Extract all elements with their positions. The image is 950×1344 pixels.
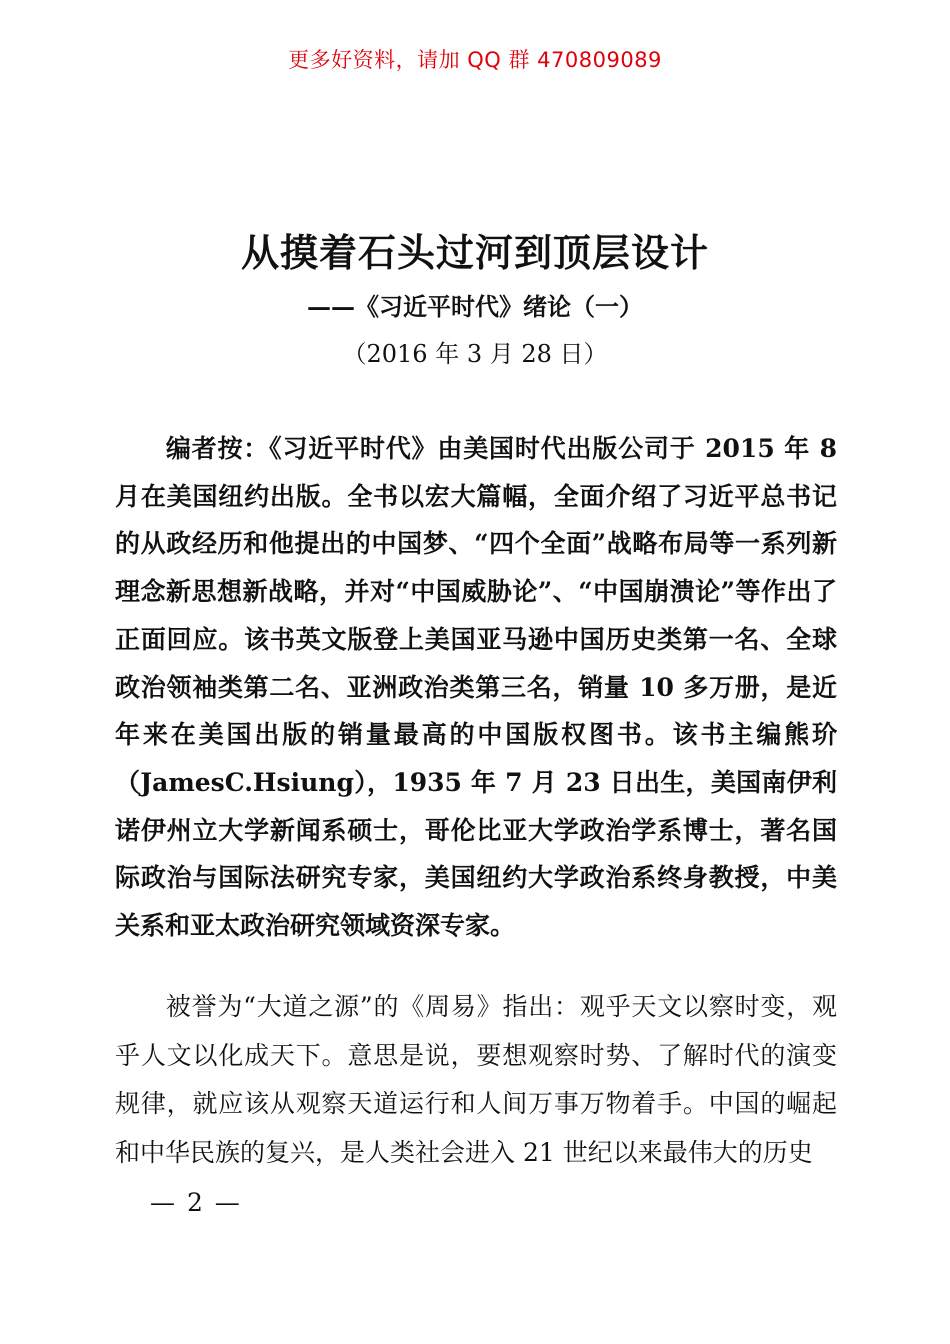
editor-note-text: 编者按：《习近平时代》由美国时代出版公司于 2015 年 8 月在美国纽约出版。全书以宏大篇幅，全面介绍了习近平总书记的从政经历和他提出的中国梦、“四个全面”战略布局等一系列新理念新思想新战略，并对“中国威胁论”、“中国崩溃论”等作出了正面回应。该书英文版登上美国亚马逊中国历史类第一名、全球政治领袖类第二名、亚洲政治类第三名，销量 10 多万册，是近年来在美国出版的销量最高的中国版权图书。该书主编熊玠（JamesC.Hsiung），1935 年 7 月 23 日出生，美国南伊利诺伊州立大学新闻系硕士，哥伦比亚大学政治学系博士，著名国际政治与国际法研究专家，美国纽约大学政治系终身教授，中美关系和亚太政治研究领域资深专家。 (115, 434, 837, 941)
article-subtitle: ——《习近平时代》绪论（一） (307, 292, 643, 321)
article-date: （2016 年 3 月 28 日） (342, 340, 608, 368)
page-number: — 2 — (150, 1188, 242, 1217)
body-paragraph-text: 被誉为“大道之源”的《周易》指出：观乎天文以察时变，观乎人文以化成天下。意思是说，要想观察时势、了解时代的演变规律，就应该从观察天道运行和人间万事万物着手。中国的崛起和中华民族的复兴，是人类社会进入 21 世纪以来最伟大的历史 (115, 992, 837, 1167)
article-title: 从摸着石头过河到顶层设计 (240, 230, 709, 275)
promo-banner: 更多好资料，请加 QQ 群 470809089 (288, 48, 662, 72)
body-paragraph (115, 983, 837, 1177)
editor-note-paragraph (115, 425, 837, 950)
